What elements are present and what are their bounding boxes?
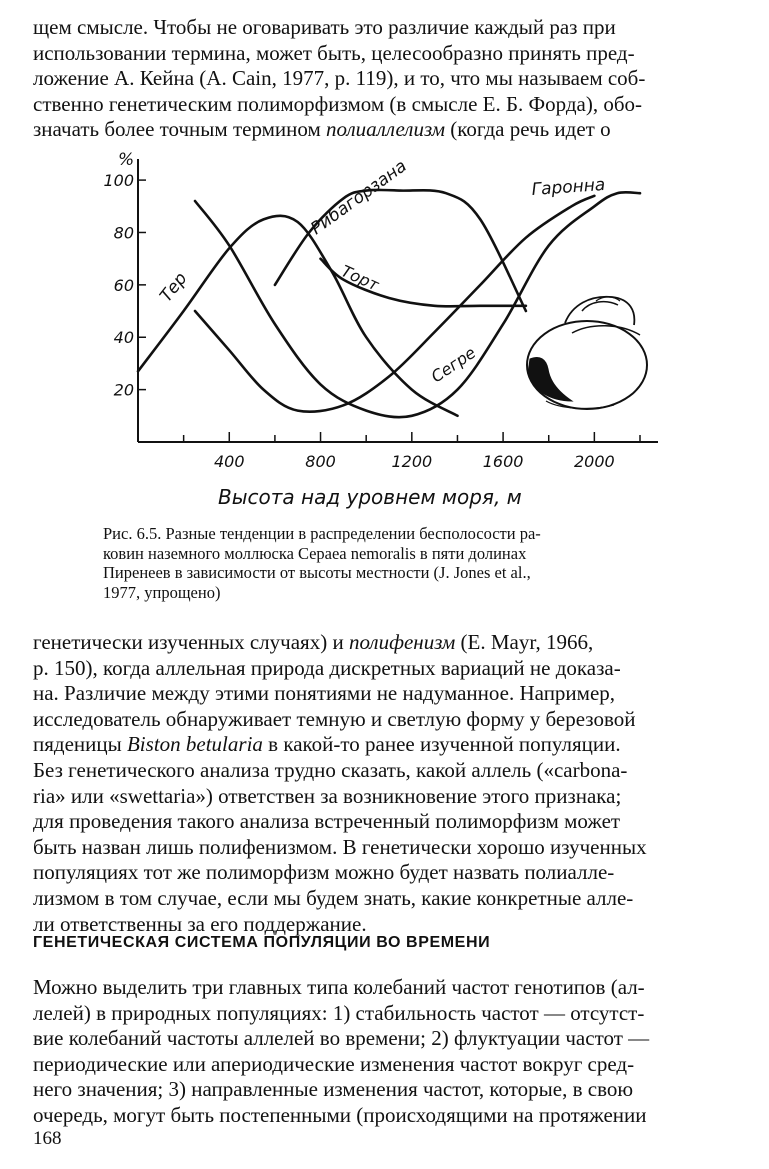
text-line: ria» или «swettaria») ответствен за возникновение этого признака; bbox=[33, 783, 622, 808]
text-line: популяциях тот же полиморфизм можно будет назвать полиалле- bbox=[33, 860, 615, 885]
x-tick-label: 1600 bbox=[482, 452, 524, 471]
text-line bbox=[33, 117, 736, 143]
text-line: быть назван лишь полифенизмом. В генетически хорошо изученных bbox=[33, 834, 647, 859]
curve-label-garonna: Гаронна bbox=[530, 174, 606, 200]
series-ter bbox=[138, 216, 458, 416]
text-fragment: в какой-то ранее изученной популяции. bbox=[262, 732, 621, 757]
text-line: Без генетического анализа трудно сказать, какой аллель («carbona- bbox=[33, 757, 628, 782]
text-line: периодические или апериодические изменения частот вокруг сред- bbox=[33, 1051, 635, 1076]
x-tick-label: 2000 bbox=[574, 452, 615, 471]
curve-label-ter: Тер bbox=[156, 268, 192, 307]
top-paragraph bbox=[33, 15, 736, 143]
text-fragment: значать более точным термином bbox=[33, 117, 327, 142]
bottom-paragraph bbox=[33, 975, 736, 1129]
y-tick-label: 100 bbox=[103, 171, 134, 191]
curve-label-ribagorzana: Рибагорзана bbox=[307, 156, 411, 240]
text-line: на. Различие между этими понятиями не надуманное. Например, bbox=[33, 681, 616, 706]
text-line: ственно генетическим полиморфизмом (в смысле Е. Б. Форда), обо- bbox=[33, 91, 643, 116]
text-fragment: (когда речь идет о bbox=[445, 117, 611, 142]
term-polyallelism: полиаллелизм bbox=[326, 117, 446, 142]
x-tick-label: 400 bbox=[213, 452, 245, 471]
caption-line: 1977, упрощено) bbox=[103, 582, 221, 602]
curve-label-segre: Сегре bbox=[427, 342, 480, 387]
text-line: щем смысле. Чтобы не оговаривать это различие каждый раз при bbox=[33, 15, 616, 39]
y-unit-label: % bbox=[118, 150, 135, 170]
text-line: него значения; 3) направленные изменения частот, которые, в свою bbox=[33, 1077, 634, 1102]
y-tick-label: 60 bbox=[113, 275, 134, 295]
text-line: лелей) в природных популяциях: 1) стабильность частот — отсутст- bbox=[33, 1000, 645, 1025]
y-tick-label: 80 bbox=[113, 223, 134, 243]
species-name: Biston betularia bbox=[126, 732, 263, 757]
caption-line: Пиренеев в зависимости от высоты местности (J. Jones et al., bbox=[103, 563, 531, 583]
x-tick-label: 800 bbox=[305, 452, 336, 471]
text-line: использовании термина, может быть, целесообразно принять пред- bbox=[33, 40, 635, 65]
caption-line: Рис. 6.5. Разные тенденции в распределении бесполосости ра- bbox=[103, 524, 541, 543]
section-heading: ГЕНЕТИЧЕСКАЯ СИСТЕМА ПОПУЛЯЦИИ ВО ВРЕМЕНИ bbox=[33, 934, 491, 951]
shell-whorl-line bbox=[582, 302, 618, 311]
figure-chart bbox=[103, 150, 660, 520]
text-line: p. 150), когда аллельная природа дискретных вариаций не доказа- bbox=[33, 655, 621, 680]
text-line: для проведения такого анализа встреченный полиморфизм может bbox=[33, 809, 621, 834]
text-line bbox=[33, 630, 736, 656]
text-fragment: генетически изученных случаях) и bbox=[33, 630, 349, 654]
text-line: Можно выделить три главных типа колебаний частот генотипов (ал- bbox=[33, 975, 645, 999]
snail-shell-illustration bbox=[527, 297, 647, 409]
caption-line: ковин наземного моллюска Cepaea nemoralis в пяти долинах bbox=[103, 543, 527, 563]
text-line: очередь, могут быть постепенными (происходящими на протяжении bbox=[33, 1102, 647, 1127]
chart-canvas bbox=[103, 150, 660, 520]
figure-caption bbox=[103, 524, 663, 602]
text-line: ли ответственны за его поддержание. bbox=[33, 911, 367, 936]
x-axis-title: Высота над уровнем моря, м bbox=[218, 485, 522, 509]
page-number: 168 bbox=[33, 1128, 62, 1149]
text-line: вие колебаний частоты аллелей во времени; 2) флуктуации частот — bbox=[33, 1026, 650, 1051]
curve-label-tort: Торт bbox=[338, 261, 382, 295]
text-line: ложение А. Кейна (A. Cain, 1977, p. 119), и то, что мы называем соб- bbox=[33, 66, 646, 91]
term-polyphenism: полифенизм bbox=[348, 630, 456, 654]
y-tick-label: 20 bbox=[113, 380, 134, 400]
text-fragment: (E. Mayr, 1966, bbox=[455, 630, 594, 654]
text-fragment: пяденицы bbox=[33, 732, 127, 757]
middle-paragraph bbox=[33, 630, 736, 937]
text-line: исследователь обнаруживает темную и светлую форму у березовой bbox=[33, 706, 636, 731]
x-tick-label: 1200 bbox=[391, 452, 433, 471]
text-line: лизмом в том случае, если мы будем знать, какие конкретные алле- bbox=[33, 885, 634, 910]
text-line bbox=[33, 732, 736, 758]
y-tick-label: 40 bbox=[113, 328, 134, 348]
series-ribagorzana bbox=[275, 190, 526, 311]
